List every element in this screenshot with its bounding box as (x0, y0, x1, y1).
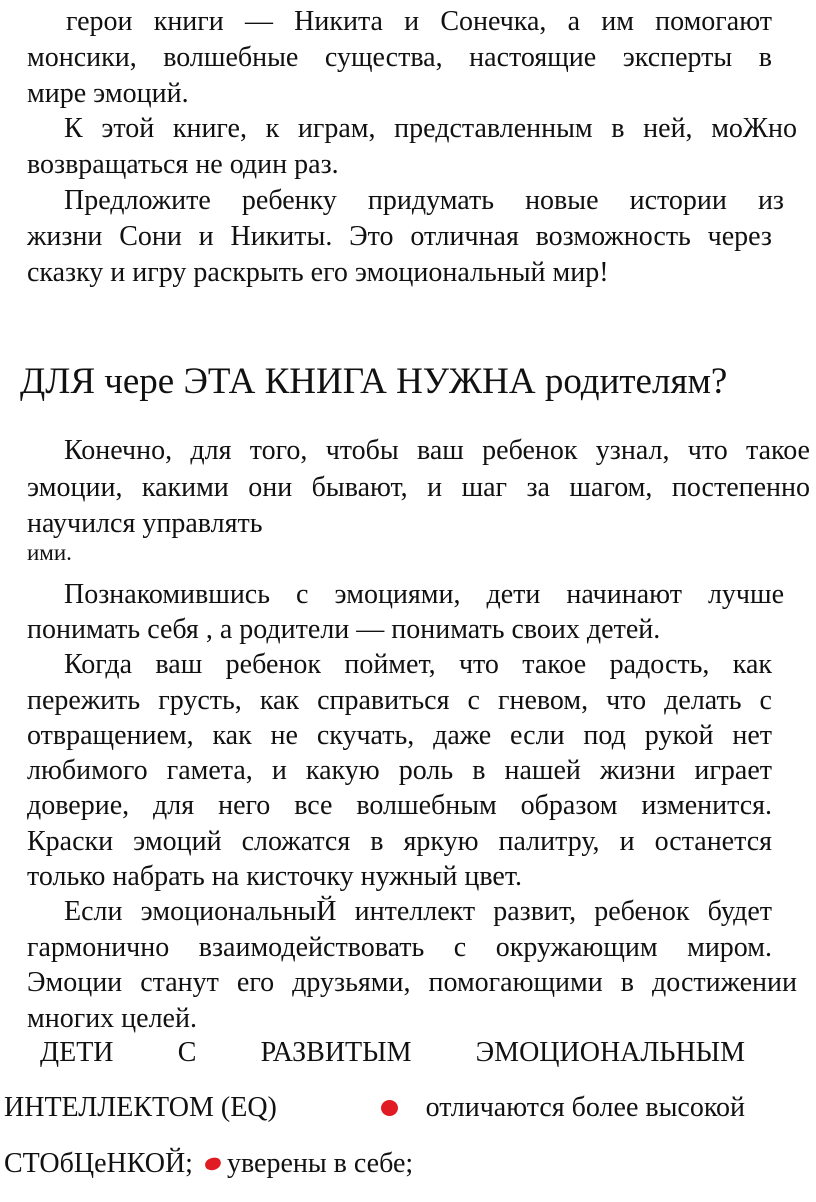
paragraph6-line4: любимого гамета, и какую роль в нашей жизни играет (27, 755, 772, 786)
eq-line2-end: отличаются более высокой (425, 1092, 745, 1123)
paragraph4-line2: эмоции, какими они бывают, и шаг за шагом, постепенно (27, 472, 810, 503)
section-heading: ДЛЯ чере ЭТА КНИГА НУЖНА родителям? (20, 361, 728, 402)
paragraph2-line2: возвращаться не один раз. (27, 149, 339, 180)
paragraph4-tail: ими. (27, 540, 72, 565)
paragraph6-line6: Краски эмоций сложатся в яркую палитру, и останется (27, 826, 772, 857)
paragraph7-line1: Если эмоциональныЙ интеллект развит, ребенок будет (64, 896, 772, 927)
paragraph7-line3: Эмоции станут его друзьями, помогающими в достижении (27, 967, 797, 998)
paragraph5-line1: Познакомившись с эмоциями, дети начинают лучше (64, 579, 784, 610)
paragraph3-line3: сказку и игру раскрыть его эмоциональный мир! (27, 257, 609, 288)
eq-line2 (4, 1091, 745, 1125)
eq-line3 (4, 1147, 413, 1181)
paragraph6-line2: пережить грусть, как справиться с гневом, что делать с (27, 685, 772, 716)
paragraph4-line1: Конечно, для того, чтобы ваш ребенок узнал, что такое (64, 435, 810, 466)
paragraph1-line3: мире эмоций. (27, 78, 189, 109)
paragraph2-line1: К этой книге, к играм, представленным в ней, моЖно (64, 113, 797, 144)
bullet-icon (204, 1156, 223, 1172)
eq-line3-end: уверены в себе; (226, 1148, 414, 1179)
paragraph1-line1: герои книги — Никита и Сонечка, а им помогают (66, 6, 772, 37)
paragraph7-line2: гармонично взаимодействовать с окружающим миром. (27, 932, 772, 963)
paragraph4-line3: научился управлять (27, 508, 263, 539)
paragraph6-line7: только набрать на кисточку нужный цвет. (27, 861, 522, 892)
paragraph5-line2: понимать себя , а родители — понимать своих детей. (27, 614, 661, 645)
paragraph3-line2: жизни Сони и Никиты. Это отличная возможность через (27, 221, 772, 252)
bullet-icon (381, 1100, 398, 1116)
eq-line3-start: СТОбЦеНКОЙ; (4, 1148, 193, 1179)
paragraph7-line4: многих целей. (27, 1003, 197, 1034)
paragraph6-line1: Когда ваш ребенок поймет, что такое радость, как (64, 649, 772, 680)
paragraph1-line2: монсики, волшебные существа, настоящие эксперты в (27, 42, 772, 73)
eq-line2-rest (381, 1091, 745, 1125)
paragraph3-line1: Предложите ребенку придумать новые истории из (64, 185, 784, 216)
eq-line1: ДЕТИ С РАЗВИТЫМ ЭМОЦИОНАЛЬНЫМ (40, 1037, 745, 1068)
paragraph6-line3: отвращением, как не скучать, даже если под рукой нет (27, 720, 772, 751)
paragraph6-line5: доверие, для него все волшебным образом изменится. (27, 790, 772, 821)
eq-line2-start: ИНТЕЛЛЕКТОМ (EQ) (4, 1092, 277, 1123)
